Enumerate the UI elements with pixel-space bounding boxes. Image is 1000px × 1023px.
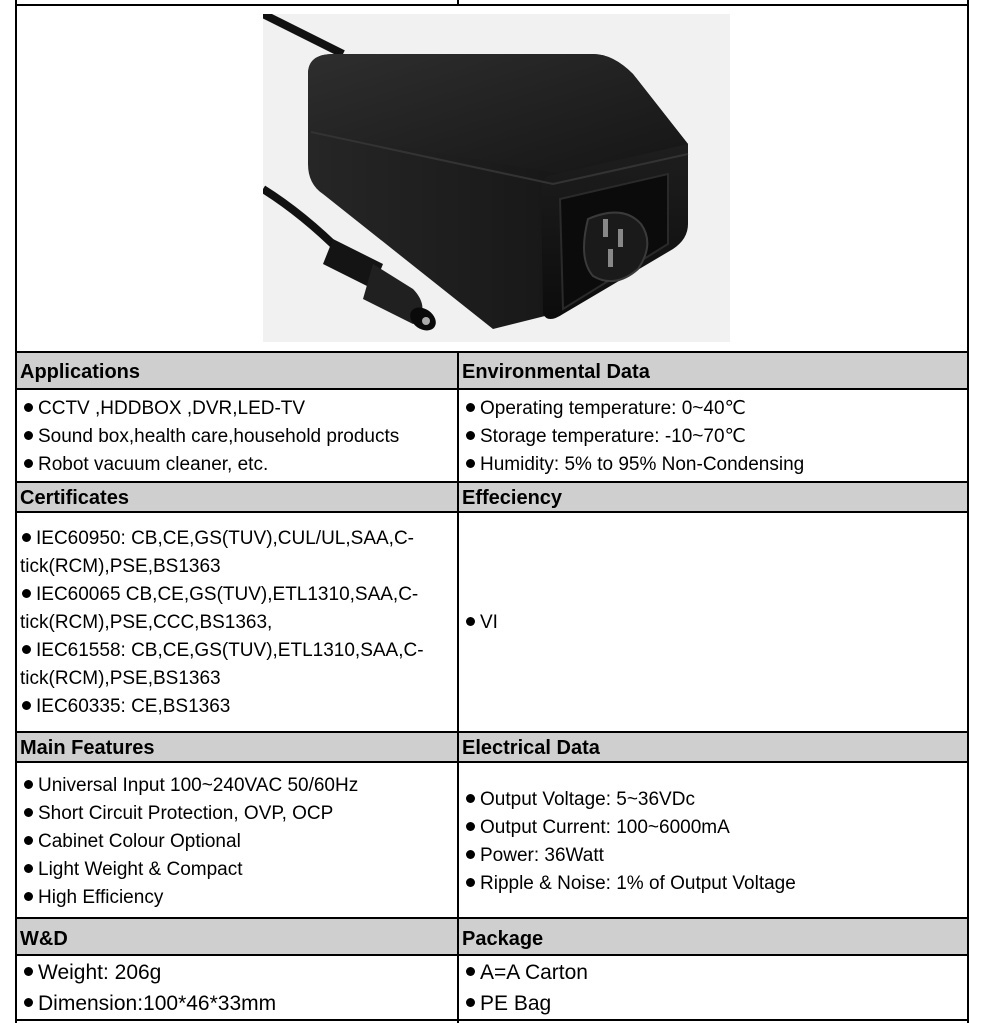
features-title: Main Features bbox=[20, 737, 155, 759]
bullet-icon bbox=[24, 836, 33, 845]
list-item: Light Weight & Compact bbox=[22, 856, 358, 884]
bullet-icon bbox=[24, 864, 33, 873]
list-item: Short Circuit Protection, OVP, OCP bbox=[22, 800, 358, 828]
list-item: Power: 36Watt bbox=[464, 842, 796, 870]
bullet-icon bbox=[466, 617, 475, 626]
environmental-title: Environmental Data bbox=[462, 361, 650, 383]
bullet-icon bbox=[466, 431, 475, 440]
wd-title: W&D bbox=[20, 928, 68, 950]
bullet-icon bbox=[22, 533, 31, 542]
bullet-icon bbox=[24, 459, 33, 468]
list-item: Operating temperature: 0~40℃ bbox=[464, 395, 804, 423]
bullet-icon bbox=[24, 967, 33, 976]
list-item: Universal Input 100~240VAC 50/60Hz bbox=[22, 772, 358, 800]
list-item: High Efficiency bbox=[22, 884, 358, 912]
list-item: Humidity: 5% to 95% Non-Condensing bbox=[464, 451, 804, 479]
list-item: Ripple & Noise: 1% of Output Voltage bbox=[464, 870, 796, 898]
list-item: A=A Carton bbox=[464, 957, 588, 988]
bullet-icon bbox=[466, 878, 475, 887]
bullet-icon bbox=[24, 892, 33, 901]
bullet-icon bbox=[24, 998, 33, 1007]
row3-header-bottom bbox=[15, 761, 969, 763]
bullet-icon bbox=[24, 808, 33, 817]
list-item: Output Voltage: 5~36VDc bbox=[464, 786, 796, 814]
bullet-icon bbox=[466, 403, 475, 412]
list-item: IEC60950: CB,CE,GS(TUV),CUL/UL,SAA,C-tick(RCM),PSE,BS1363 bbox=[20, 528, 414, 577]
list-item: Robot vacuum cleaner, etc. bbox=[22, 451, 399, 479]
bullet-icon bbox=[22, 589, 31, 598]
list-item: IEC61558: CB,CE,GS(TUV),ETL1310,SAA,C-tick(RCM),PSE,BS1363 bbox=[20, 640, 424, 689]
list-item: IEC60065 CB,CE,GS(TUV),ETL1310,SAA,C-tick(RCM),PSE,CCC,BS1363, bbox=[20, 584, 419, 633]
applications-list bbox=[22, 395, 399, 479]
bullet-icon bbox=[24, 403, 33, 412]
list-item: Cabinet Colour Optional bbox=[22, 828, 358, 856]
wd-list bbox=[22, 957, 276, 1019]
power-adapter-image bbox=[263, 14, 730, 342]
bullet-icon bbox=[466, 967, 475, 976]
bullet-icon bbox=[466, 850, 475, 859]
bullet-icon bbox=[466, 794, 475, 803]
package-list bbox=[464, 957, 588, 1019]
bullet-icon bbox=[22, 701, 31, 710]
environmental-list bbox=[464, 395, 804, 479]
list-item: Weight: 206g bbox=[22, 957, 276, 988]
row4-header-bottom bbox=[15, 954, 969, 956]
list-item: Sound box,health care,household products bbox=[22, 423, 399, 451]
list-item: Output Current: 100~6000mA bbox=[464, 814, 796, 842]
efficiency-list bbox=[464, 609, 498, 637]
applications-title: Applications bbox=[20, 361, 141, 383]
electrical-list bbox=[464, 786, 796, 898]
bullet-icon bbox=[466, 998, 475, 1007]
list-item: CCTV ,HDDBOX ,DVR,LED-TV bbox=[22, 395, 399, 423]
list-item: VI bbox=[464, 609, 498, 637]
bullet-icon bbox=[466, 822, 475, 831]
bullet-icon bbox=[24, 431, 33, 440]
list-item: IEC60335: CE,BS1363 bbox=[20, 693, 440, 721]
electrical-title: Electrical Data bbox=[462, 737, 600, 759]
list-item: Dimension:100*46*33mm bbox=[22, 988, 276, 1019]
row2-header-bottom bbox=[15, 511, 969, 513]
wd-header bbox=[17, 919, 457, 954]
certificates-list bbox=[20, 525, 440, 721]
power-adapter-icon bbox=[263, 14, 730, 342]
package-title: Package bbox=[462, 928, 544, 950]
list-item: Storage temperature: -10~70℃ bbox=[464, 423, 804, 451]
bullet-icon bbox=[22, 645, 31, 654]
bullet-icon bbox=[466, 459, 475, 468]
top-border bbox=[15, 4, 969, 6]
list-item: PE Bag bbox=[464, 988, 588, 1019]
top-divider-stub bbox=[457, 0, 459, 5]
bottom-border bbox=[15, 1019, 969, 1021]
efficiency-title: Effeciency bbox=[462, 487, 563, 509]
row1-header-bottom bbox=[15, 388, 969, 390]
features-list bbox=[22, 772, 358, 912]
certificates-title: Certificates bbox=[20, 487, 129, 509]
bullet-icon bbox=[24, 780, 33, 789]
